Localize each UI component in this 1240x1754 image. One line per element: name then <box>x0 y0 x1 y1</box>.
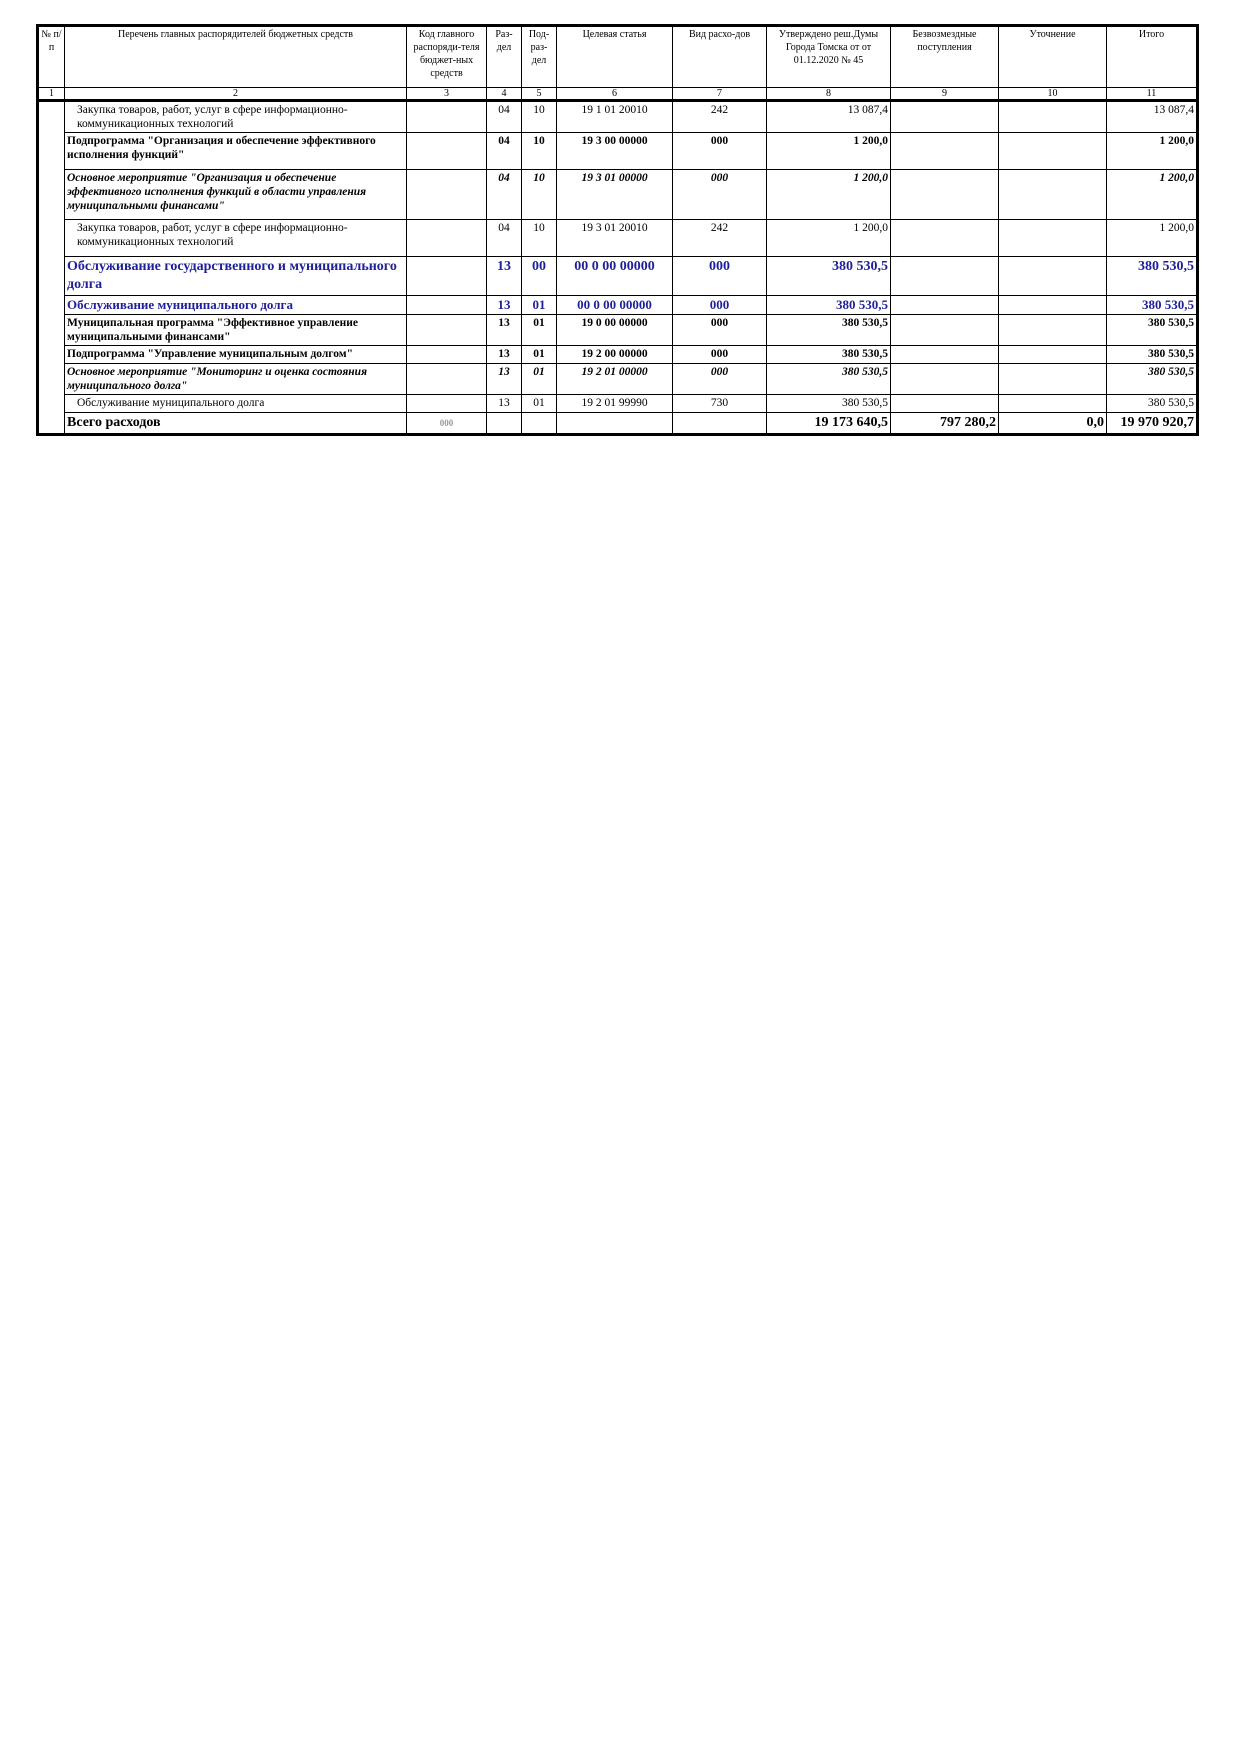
row-gratis <box>891 395 999 413</box>
row-total: 380 530,5 <box>1107 296 1198 315</box>
row-vr: 000 <box>673 170 767 220</box>
row-total: 380 530,5 <box>1107 364 1198 395</box>
budget-table <box>36 24 1199 436</box>
row-csr: 19 3 01 00000 <box>557 170 673 220</box>
table-row <box>38 133 1198 170</box>
row-vr: 000 <box>673 364 767 395</box>
total-gratis: 797 280,2 <box>891 413 999 435</box>
header-col-8: Утверждено реш.Думы Города Томска от от 01.12.2020 № 45 <box>767 26 891 88</box>
row-podrazdel: 10 <box>522 220 557 257</box>
header-row <box>38 26 1198 88</box>
total-vr <box>673 413 767 435</box>
total-code-text: 000 <box>439 418 454 428</box>
row-name: Основное мероприятие "Организация и обеспечение эффективного исполнения функций в области управления муниципальными финансами" <box>65 170 407 220</box>
header-col-4: Раз-дел <box>487 26 522 88</box>
row-clarif <box>999 101 1107 133</box>
row-gratis <box>891 346 999 364</box>
header-col-7: Вид расхо-дов <box>673 26 767 88</box>
row-name: Подпрограмма "Организация и обеспечение эффективного исполнения функций" <box>65 133 407 170</box>
total-csr <box>557 413 673 435</box>
row-vr: 242 <box>673 101 767 133</box>
header-col-9: Безвозмездные поступления <box>891 26 999 88</box>
total-label: Всего расходов <box>65 413 407 435</box>
row-name: Основное мероприятие "Мониторинг и оценка состояния муниципального долга" <box>65 364 407 395</box>
col-num: 6 <box>557 88 673 101</box>
row-clarif <box>999 315 1107 346</box>
row-podrazdel: 10 <box>522 133 557 170</box>
header-col-10: Уточнение <box>999 26 1107 88</box>
row-code <box>407 395 487 413</box>
row-csr: 19 1 01 20010 <box>557 101 673 133</box>
row-csr: 00 0 00 00000 <box>557 257 673 296</box>
row-clarif <box>999 170 1107 220</box>
row-podrazdel: 01 <box>522 364 557 395</box>
col-num: 7 <box>673 88 767 101</box>
row-gratis <box>891 296 999 315</box>
total-row <box>38 413 1198 435</box>
header-col-11: Итого <box>1107 26 1198 88</box>
row-approved: 1 200,0 <box>767 170 891 220</box>
row-total: 380 530,5 <box>1107 257 1198 296</box>
row-number-cell <box>38 101 65 435</box>
row-code <box>407 296 487 315</box>
row-code <box>407 170 487 220</box>
table-row <box>38 101 1198 133</box>
total-code <box>407 413 487 435</box>
row-code <box>407 220 487 257</box>
row-podrazdel: 01 <box>522 315 557 346</box>
row-csr: 19 2 00 00000 <box>557 346 673 364</box>
row-razdel: 04 <box>487 133 522 170</box>
row-csr: 19 2 01 99990 <box>557 395 673 413</box>
col-num: 11 <box>1107 88 1198 101</box>
row-podrazdel: 01 <box>522 296 557 315</box>
col-num: 4 <box>487 88 522 101</box>
row-approved: 380 530,5 <box>767 364 891 395</box>
row-razdel: 04 <box>487 220 522 257</box>
row-code <box>407 315 487 346</box>
column-number-row <box>38 88 1198 101</box>
row-vr: 000 <box>673 346 767 364</box>
total-razdel <box>487 413 522 435</box>
row-total: 1 200,0 <box>1107 133 1198 170</box>
header-col-1: № п/п <box>38 26 65 88</box>
col-num: 5 <box>522 88 557 101</box>
row-name: Обслуживание муниципального долга <box>65 296 407 315</box>
row-vr: 000 <box>673 296 767 315</box>
row-podrazdel: 10 <box>522 101 557 133</box>
total-clarif: 0,0 <box>999 413 1107 435</box>
header-col-3: Код главного распоряди-теля бюджет-ных средств <box>407 26 487 88</box>
row-clarif <box>999 346 1107 364</box>
row-vr: 242 <box>673 220 767 257</box>
row-approved: 1 200,0 <box>767 220 891 257</box>
total-sum: 19 970 920,7 <box>1107 413 1198 435</box>
row-gratis <box>891 170 999 220</box>
row-code <box>407 133 487 170</box>
header-col-2: Перечень главных распорядителей бюджетных средств <box>65 26 407 88</box>
col-num: 8 <box>767 88 891 101</box>
row-total: 380 530,5 <box>1107 395 1198 413</box>
row-gratis <box>891 315 999 346</box>
row-name: Муниципальная программа "Эффективное управление муниципальными финансами" <box>65 315 407 346</box>
row-clarif <box>999 296 1107 315</box>
row-total: 380 530,5 <box>1107 346 1198 364</box>
col-num: 1 <box>38 88 65 101</box>
row-gratis <box>891 101 999 133</box>
table-row <box>38 395 1198 413</box>
row-csr: 19 3 00 00000 <box>557 133 673 170</box>
table-row <box>38 170 1198 220</box>
row-total: 380 530,5 <box>1107 315 1198 346</box>
row-csr: 19 0 00 00000 <box>557 315 673 346</box>
row-vr: 000 <box>673 315 767 346</box>
row-name: Подпрограмма "Управление муниципальным долгом" <box>65 346 407 364</box>
header-col-5: Под-раз-дел <box>522 26 557 88</box>
row-razdel: 13 <box>487 395 522 413</box>
row-razdel: 04 <box>487 101 522 133</box>
row-razdel: 13 <box>487 296 522 315</box>
row-total: 1 200,0 <box>1107 170 1198 220</box>
row-code <box>407 346 487 364</box>
row-gratis <box>891 257 999 296</box>
row-approved: 380 530,5 <box>767 395 891 413</box>
row-clarif <box>999 220 1107 257</box>
row-code <box>407 101 487 133</box>
row-razdel: 13 <box>487 364 522 395</box>
table-row <box>38 364 1198 395</box>
total-podrazdel <box>522 413 557 435</box>
table-row <box>38 220 1198 257</box>
row-name: Обслуживание муниципального долга <box>65 395 407 413</box>
row-total: 1 200,0 <box>1107 220 1198 257</box>
row-razdel: 13 <box>487 257 522 296</box>
table-row <box>38 257 1198 296</box>
row-clarif <box>999 133 1107 170</box>
row-vr: 000 <box>673 133 767 170</box>
row-name: Закупка товаров, работ, услуг в сфере информационно-коммуникационных технологий <box>65 101 407 133</box>
row-csr: 19 3 01 20010 <box>557 220 673 257</box>
row-vr: 730 <box>673 395 767 413</box>
row-podrazdel: 01 <box>522 346 557 364</box>
table-row <box>38 315 1198 346</box>
table-row <box>38 296 1198 315</box>
row-podrazdel: 00 <box>522 257 557 296</box>
table-row <box>38 346 1198 364</box>
row-razdel: 13 <box>487 315 522 346</box>
row-name: Закупка товаров, работ, услуг в сфере информационно-коммуникационных технологий <box>65 220 407 257</box>
row-csr: 00 0 00 00000 <box>557 296 673 315</box>
row-approved: 380 530,5 <box>767 315 891 346</box>
col-num: 9 <box>891 88 999 101</box>
row-gratis <box>891 364 999 395</box>
row-csr: 19 2 01 00000 <box>557 364 673 395</box>
row-approved: 380 530,5 <box>767 296 891 315</box>
row-podrazdel: 01 <box>522 395 557 413</box>
row-approved: 13 087,4 <box>767 101 891 133</box>
row-gratis <box>891 220 999 257</box>
col-num: 10 <box>999 88 1107 101</box>
row-razdel: 13 <box>487 346 522 364</box>
row-approved: 380 530,5 <box>767 257 891 296</box>
row-code <box>407 364 487 395</box>
col-num: 3 <box>407 88 487 101</box>
col-num: 2 <box>65 88 407 101</box>
row-podrazdel: 10 <box>522 170 557 220</box>
total-approved: 19 173 640,5 <box>767 413 891 435</box>
row-approved: 380 530,5 <box>767 346 891 364</box>
row-gratis <box>891 133 999 170</box>
header-col-6: Целевая статья <box>557 26 673 88</box>
row-clarif <box>999 364 1107 395</box>
row-approved: 1 200,0 <box>767 133 891 170</box>
row-razdel: 04 <box>487 170 522 220</box>
row-clarif <box>999 257 1107 296</box>
row-total: 13 087,4 <box>1107 101 1198 133</box>
row-clarif <box>999 395 1107 413</box>
row-vr: 000 <box>673 257 767 296</box>
row-code <box>407 257 487 296</box>
row-name: Обслуживание государственного и муниципального долга <box>65 257 407 296</box>
